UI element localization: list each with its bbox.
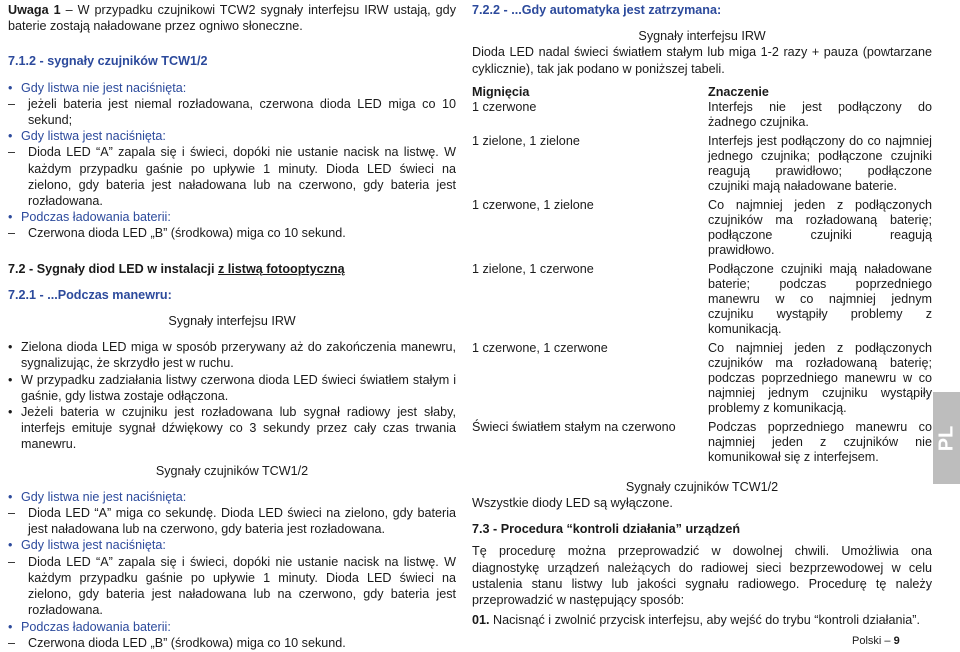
irw-signals-title: Sygnały interfejsu IRW xyxy=(638,29,766,44)
dash-item: – jeżeli bateria jest niemal rozładowana, czerwona dioda LED miga co 10 sekund; xyxy=(8,96,456,128)
note-paragraph xyxy=(8,2,456,34)
signals-table xyxy=(472,85,932,469)
table-row xyxy=(472,420,932,469)
table-cell: Podczas poprzedniego manewru co najmniej jeden z czujników nie komunikował się z interfejsem. xyxy=(708,419,932,464)
step-number: 01. xyxy=(472,613,490,628)
left-column xyxy=(8,0,456,651)
irw-bullet: • Jeżeli bateria w czujniku jest rozładowana lub sygnał radiowy jest słaby, interfejs emituje sygnał dźwiękowy co 3 sekundy przez cały czas trwania manewru. xyxy=(8,404,456,453)
table-cell: Interfejs nie jest podłączony do żadnego czujnika. xyxy=(708,99,932,129)
irw-bullet: • Zielona dioda LED miga w sposób przerywany aż do zakończenia manewru, sygnalizując, że skrzydło jest w ruchu. xyxy=(8,339,456,371)
table-cell: Świeci światłem stałym na czerwono xyxy=(472,419,676,434)
footer-label: Polski – xyxy=(852,635,894,647)
dash-item: – Dioda LED “A” miga co sekundę. Dioda LED świeci na zielono, gdy bateria jest naładowana lub na czerwono, gdy bateria jest rozładowana. xyxy=(8,506,456,537)
table-cell: Podłączone czujniki mają naładowane baterie; podczas poprzedniego manewru w co najmniej jednym czujniku wystąpiły problemy z komunikacją. xyxy=(708,261,932,336)
irw-signals-title: Sygnały interfejsu IRW xyxy=(168,314,296,329)
section-7-2-2-title: 7.2.2 - ...Gdy automatyka jest zatrzymana: xyxy=(472,3,722,17)
table-cell: 1 czerwone, 1 czerwone xyxy=(472,340,608,355)
bullet-charging-label: • Podczas ładowania baterii: xyxy=(8,619,456,635)
table-header: Znaczenie xyxy=(708,84,769,99)
table-cell: Co najmniej jeden z podłączonych czujników ma rozładowaną baterię; podczas poprzedniego manewru w co najmniej jednym czujniku wystąpiły problemy z komunikacją. xyxy=(708,340,932,415)
bullet-not-pressed-label: • Gdy listwa nie jest naciśnięta: xyxy=(8,489,456,505)
tcw-signals-title: Sygnały czujników TCW1/2 xyxy=(625,479,779,494)
table-row xyxy=(472,198,932,262)
note-label: Uwaga 1 xyxy=(8,3,61,17)
section-7-2-1-title: 7.2.1 - ...Podczas manewru: xyxy=(8,287,172,302)
table-row xyxy=(472,100,932,134)
table-cell: 1 czerwone, 1 zielone xyxy=(472,197,594,212)
tcw-signals-title: Sygnały czujników TCW1/2 xyxy=(155,463,309,478)
table-row xyxy=(472,341,932,420)
dash-item: – Dioda LED “A” zapala się i świeci, dopóki nie ustanie nacisk na listwę. W każdym przypadku gaśnie po upływie 1 minuty. Dioda LED świeci na zielono, gdy bateria jest naładowana lub na czerwono, gdy bateria jest rozładowana. xyxy=(8,554,456,618)
irw-bullet: • W przypadku zadziałania listwy czerwona dioda LED świeci światłem stałym i gaśnie, gdy listwa zostaje odłączona. xyxy=(8,372,456,404)
table-cell: 1 czerwone xyxy=(472,99,537,114)
language-side-tab: PL xyxy=(933,392,960,484)
tcw-description: Wszystkie diody LED są wyłączone. xyxy=(472,496,673,511)
section-7-2-title: 7.2 - Sygnały diod LED w instalacji z listwą fotooptyczną xyxy=(8,261,345,276)
bullet-pressed-label: • Gdy listwa jest naciśnięta: xyxy=(8,128,456,144)
bullet-not-pressed-label: • Gdy listwa nie jest naciśnięta: xyxy=(8,80,456,96)
right-column xyxy=(472,0,932,628)
table-header: Mignięcia xyxy=(472,84,530,99)
note-text: – W przypadku czujnikowi TCW2 sygnały interfejsu IRW ustają, gdy baterie zostają naładowane przez ogniwo słoneczne. xyxy=(8,3,456,34)
table-row xyxy=(472,134,932,198)
bullet-charging-label: • Podczas ładowania baterii: xyxy=(8,209,456,225)
table-header-row xyxy=(472,85,932,100)
step-text: Nacisnąć i zwolnić przycisk interfejsu, aby wejść do trybu “kontroli działania”. xyxy=(489,613,920,628)
bullet-pressed-label: • Gdy listwa jest naciśnięta: xyxy=(8,537,456,553)
table-cell: Interfejs jest podłączony do co najmniej jednego czujnika; podłączone czujniki reagują prawidłowo; podłączone czujniki mają naładowane baterie. xyxy=(708,133,932,193)
section-7-3-title: 7.3 - Procedura “kontroli działania” urządzeń xyxy=(472,522,741,537)
table-cell: Co najmniej jeden z podłączonych czujników ma rozładowaną baterię; podłączone czujniki reagują prawidłowo. xyxy=(708,197,932,257)
dash-item: – Czerwona dioda LED „B” (środkowa) miga co 10 sekund. xyxy=(8,226,346,241)
step-01 xyxy=(472,612,932,628)
dash-item: – Dioda LED “A” zapala się i świeci, dopóki nie ustanie nacisk na listwę. W każdym przypadku gaśnie po upływie 1 minuty. Dioda LED świeci na zielono, gdy bateria jest naładowana lub na czerwono, gdy bateria jest rozładowana. xyxy=(8,145,456,209)
table-cell: 1 zielone, 1 czerwone xyxy=(472,261,594,276)
dash-item: – Czerwona dioda LED „B” (środkowa) miga co 10 sekund. xyxy=(8,635,346,650)
page-number: 9 xyxy=(893,635,900,647)
page-footer xyxy=(852,635,900,647)
section-7-1-2-title: 7.1.2 - sygnały czujników TCW1/2 xyxy=(8,54,208,69)
irw-description: Dioda LED nadal świeci światłem stałym lub miga 1-2 razy + pauza (powtarzane cyklicznie), tak jak podano w poniższej tabeli. xyxy=(472,45,932,76)
table-cell: 1 zielone, 1 zielone xyxy=(472,133,580,148)
section-7-3-text: Tę procedurę można przeprowadzić w dowolnej chwili. Umożliwia ona diagnostykę urządzeń należących do radiowej sieci bezprzewodowej w celu ustalenia stanu listwy lub jakości sygnału radiowego. Procedurę tę należy przeprowadzić w następujący sposób: xyxy=(472,544,932,608)
table-row xyxy=(472,262,932,341)
